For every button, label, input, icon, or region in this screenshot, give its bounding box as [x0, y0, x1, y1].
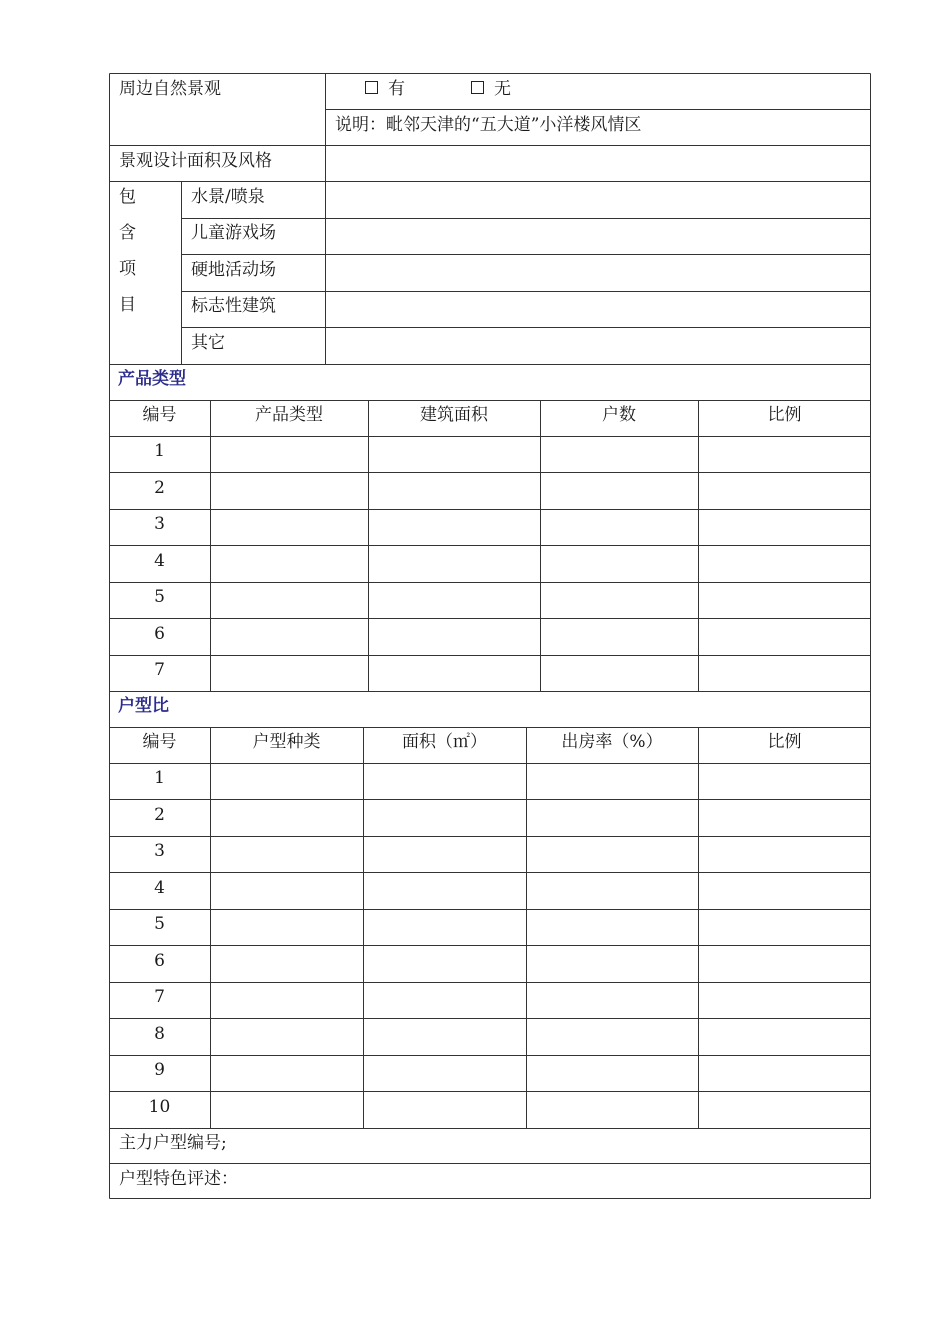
unit-row-10-no: 10 [148, 1097, 171, 1117]
unit-header-no: 编号 [142, 732, 177, 752]
product-row-2-no: 2 [154, 478, 165, 498]
product-row-6-no: 6 [154, 624, 165, 644]
option-no-label: 无 [494, 79, 511, 99]
unit-header-efficiency: 出房率（%） [561, 732, 663, 752]
landscape-design-label: 景观设计面积及风格 [119, 151, 272, 171]
survey-form-table [109, 73, 871, 1199]
product-header-households: 户数 [602, 405, 636, 425]
unit-row-1-no: 1 [154, 768, 165, 788]
product-types-title: 产品类型 [118, 369, 186, 389]
unit-row-4-no: 4 [154, 878, 165, 898]
product-header-no: 编号 [142, 405, 177, 425]
unit-ratio-title: 户型比 [118, 696, 169, 716]
include-items-char-3: 项 [119, 259, 136, 279]
include-item-water: 水景/喷泉 [191, 187, 265, 207]
include-items-char-4: 目 [119, 295, 136, 315]
checkbox-yes-icon[interactable] [365, 81, 378, 94]
unit-header-type: 户型种类 [252, 732, 321, 752]
main-unit-label: 主力户型编号; [119, 1133, 227, 1153]
include-items-char-1: 包 [119, 187, 136, 207]
include-item-other: 其它 [191, 333, 225, 353]
unit-row-3-no: 3 [154, 841, 165, 861]
natural-landscape-label: 周边自然景观 [119, 79, 221, 99]
product-row-5-no: 5 [154, 587, 165, 607]
include-item-playground: 儿童游戏场 [191, 223, 276, 243]
product-row-3-no: 3 [154, 514, 165, 534]
unit-row-2-no: 2 [154, 805, 165, 825]
product-header-area: 建筑面积 [420, 405, 488, 425]
product-header-ratio: 比例 [767, 405, 802, 425]
checkbox-no-icon[interactable] [471, 81, 484, 94]
unit-header-ratio: 比例 [767, 732, 802, 752]
option-yes[interactable] [365, 79, 405, 99]
unit-features-label: 户型特色评述： [119, 1169, 238, 1189]
option-yes-label: 有 [388, 79, 405, 99]
include-item-landmark: 标志性建筑 [191, 296, 276, 316]
unit-row-9-no: 9 [154, 1060, 165, 1080]
unit-row-6-no: 6 [154, 951, 165, 971]
product-row-4-no: 4 [154, 551, 165, 571]
include-item-plaza: 硬地活动场 [191, 260, 276, 280]
unit-header-area: 面积（㎡） [402, 732, 487, 752]
unit-row-5-no: 5 [154, 914, 165, 934]
unit-row-8-no: 8 [154, 1024, 165, 1044]
option-no[interactable] [471, 79, 511, 99]
product-header-type: 产品类型 [255, 405, 323, 425]
product-row-7-no: 7 [154, 660, 165, 680]
include-items-char-2: 含 [119, 223, 136, 243]
landscape-description: 说明：毗邻天津的“五大道”小洋楼风情区 [335, 115, 642, 135]
product-row-1-no: 1 [154, 441, 165, 461]
unit-row-7-no: 7 [154, 987, 165, 1007]
